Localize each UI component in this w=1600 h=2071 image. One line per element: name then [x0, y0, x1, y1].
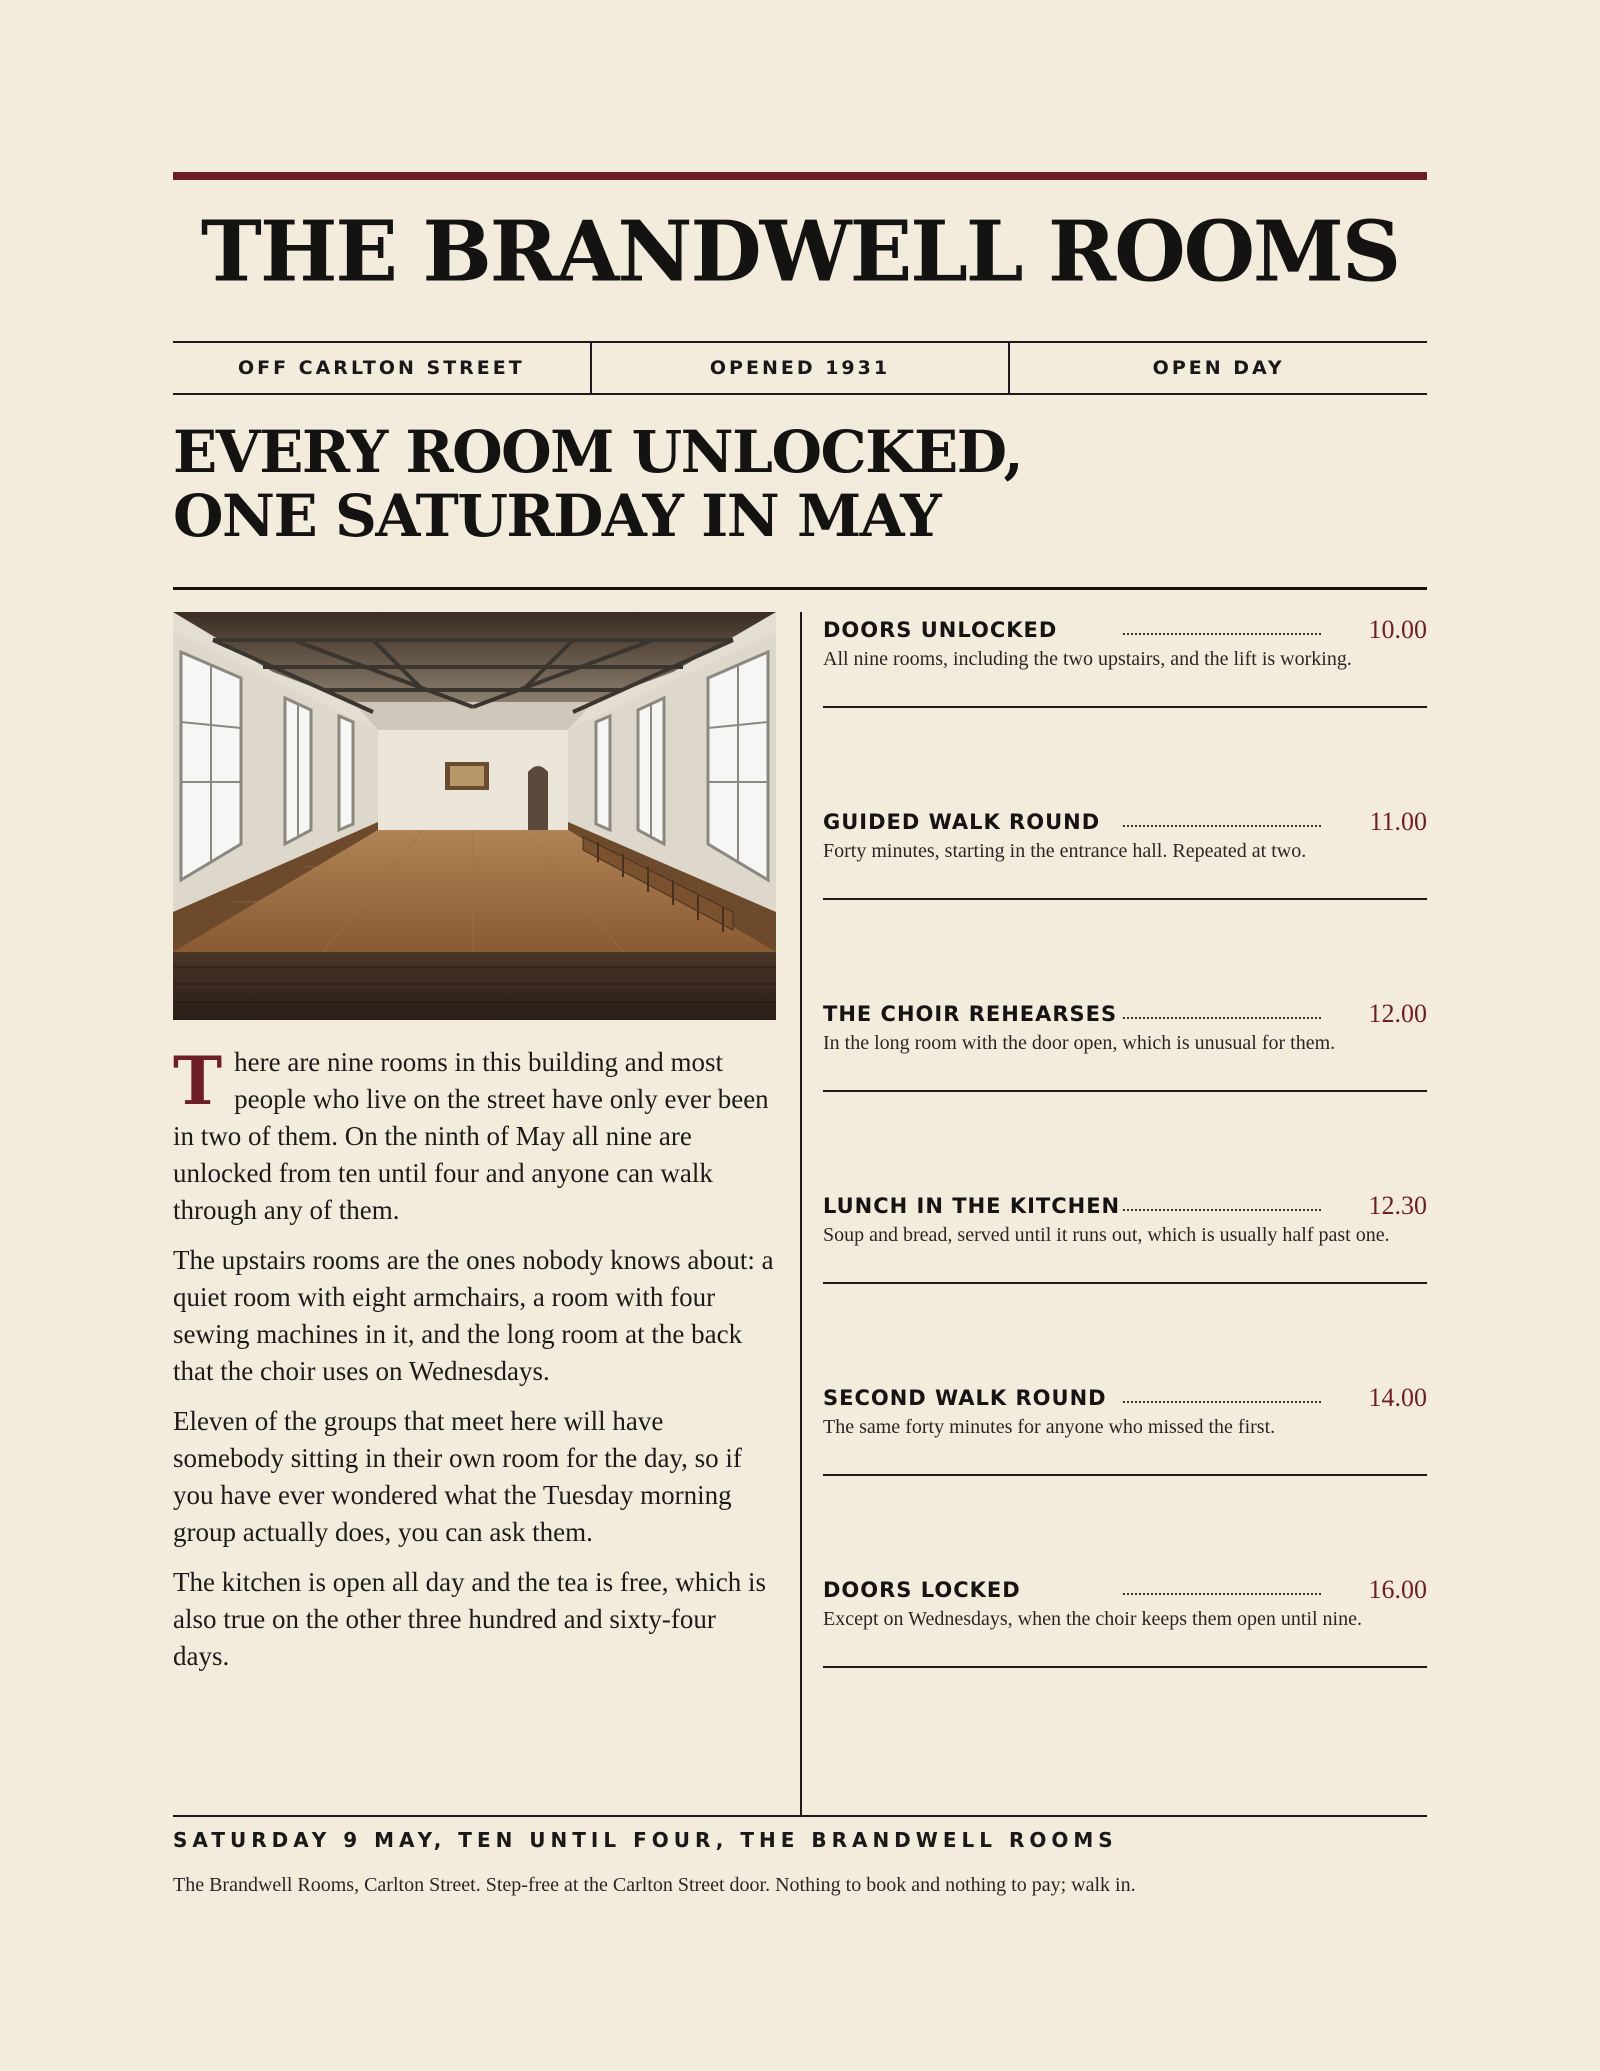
schedule-item-time: 11.00 — [1369, 807, 1427, 836]
leader-dots — [1123, 1209, 1321, 1211]
schedule-list — [823, 612, 1427, 1764]
article-paragraph: There are nine rooms in this building and most people who live on the street have only ever been in two of them. On the ninth of May all nine are unlocked from ten until four and anyone can walk through any of them. — [173, 1042, 769, 1225]
schedule-item-desc: The same forty minutes for anyone who missed the first. — [823, 1416, 1276, 1438]
schedule-item — [823, 1380, 1427, 1572]
schedule-item-desc: Except on Wednesdays, when the choir keeps them open until nine. — [823, 1608, 1362, 1630]
schedule-item-desc: In the long room with the door open, which is unusual for them. — [823, 1032, 1336, 1054]
schedule-item-rule — [823, 898, 1427, 900]
schedule-item-name: LUNCH IN THE KITCHEN — [823, 1194, 1121, 1218]
schedule-item — [823, 612, 1427, 804]
footer-note: The Brandwell Rooms, Carlton Street. Step-free at the Carlton Street door. Nothing to book and nothing to pay; walk in. — [173, 1874, 1136, 1896]
masthead-title: THE BRANDWELL ROOMS — [200, 203, 1400, 301]
schedule-item-rule — [823, 1666, 1427, 1668]
article-paragraph: The upstairs rooms are the ones nobody knows about: a quiet room with eight armchairs, a room with four sewing machines in it, and the long room at the back that the choir uses on Wednesdays. — [173, 1245, 774, 1386]
column-divider — [800, 612, 802, 1816]
headline-rule — [173, 587, 1427, 590]
schedule-item — [823, 1188, 1427, 1380]
schedule-item-desc: Soup and bread, served until it runs out, which is usually half past one. — [823, 1224, 1390, 1246]
poster-page — [173, 0, 1427, 2071]
headline-line-1: EVERY ROOM UNLOCKED, — [173, 418, 1023, 486]
leader-dots — [1123, 1593, 1321, 1595]
schedule-item-name: DOORS LOCKED — [823, 1578, 1021, 1602]
schedule-item — [823, 1572, 1427, 1764]
schedule-item-time: 12.00 — [1368, 999, 1427, 1028]
leader-dots — [1123, 1017, 1321, 1019]
top-accent-rule — [173, 172, 1427, 180]
schedule-item — [823, 804, 1427, 996]
schedule-item-rule — [823, 706, 1427, 708]
drop-cap: T — [173, 1042, 223, 1120]
schedule-item-rule — [823, 1090, 1427, 1092]
schedule-item-name: THE CHOIR REHEARSES — [823, 1002, 1118, 1026]
leader-dots — [1123, 1401, 1321, 1403]
schedule-item — [823, 996, 1427, 1188]
schedule-item-rule — [823, 1282, 1427, 1284]
schedule-item-time: 16.00 — [1368, 1575, 1427, 1604]
leader-dots — [1123, 633, 1321, 635]
hall-photo — [173, 612, 776, 1020]
headline — [173, 420, 1073, 548]
schedule-item-time: 12.30 — [1368, 1191, 1427, 1220]
article-paragraph: Eleven of the groups that meet here will have somebody sitting in their own room for the day, so if you have ever wondered what the Tuesday morning group actually does, you can ask them. — [173, 1406, 742, 1547]
headline-line-2: ONE SATURDAY IN MAY — [173, 482, 941, 550]
footer-rule — [173, 1815, 1427, 1817]
schedule-item-name: GUIDED WALK ROUND — [823, 810, 1101, 834]
info-event: OPEN DAY — [1008, 343, 1427, 393]
article-body — [173, 1044, 776, 1688]
leader-dots — [1123, 825, 1321, 827]
schedule-item-time: 14.00 — [1368, 1383, 1427, 1412]
article-paragraph: The kitchen is open all day and the tea is free, which is also true on the other three hundred and sixty-four days. — [173, 1567, 767, 1671]
schedule-item-time: 10.00 — [1368, 615, 1427, 644]
schedule-item-desc: All nine rooms, including the two upstairs, and the lift is working. — [823, 648, 1352, 670]
info-location: OFF CARLTON STREET — [237, 357, 525, 379]
schedule-item-rule — [823, 1474, 1427, 1476]
info-opened: OPENED 1931 — [590, 343, 1009, 393]
schedule-item-name: SECOND WALK ROUND — [823, 1386, 1107, 1410]
info-bar — [173, 341, 1427, 395]
schedule-item-desc: Forty minutes, starting in the entrance hall. Repeated at two. — [823, 840, 1307, 862]
footer-title: SATURDAY 9 MAY, TEN UNTIL FOUR, THE BRANDWELL ROOMS — [173, 1828, 1118, 1852]
schedule-item-name: DOORS UNLOCKED — [823, 618, 1058, 642]
